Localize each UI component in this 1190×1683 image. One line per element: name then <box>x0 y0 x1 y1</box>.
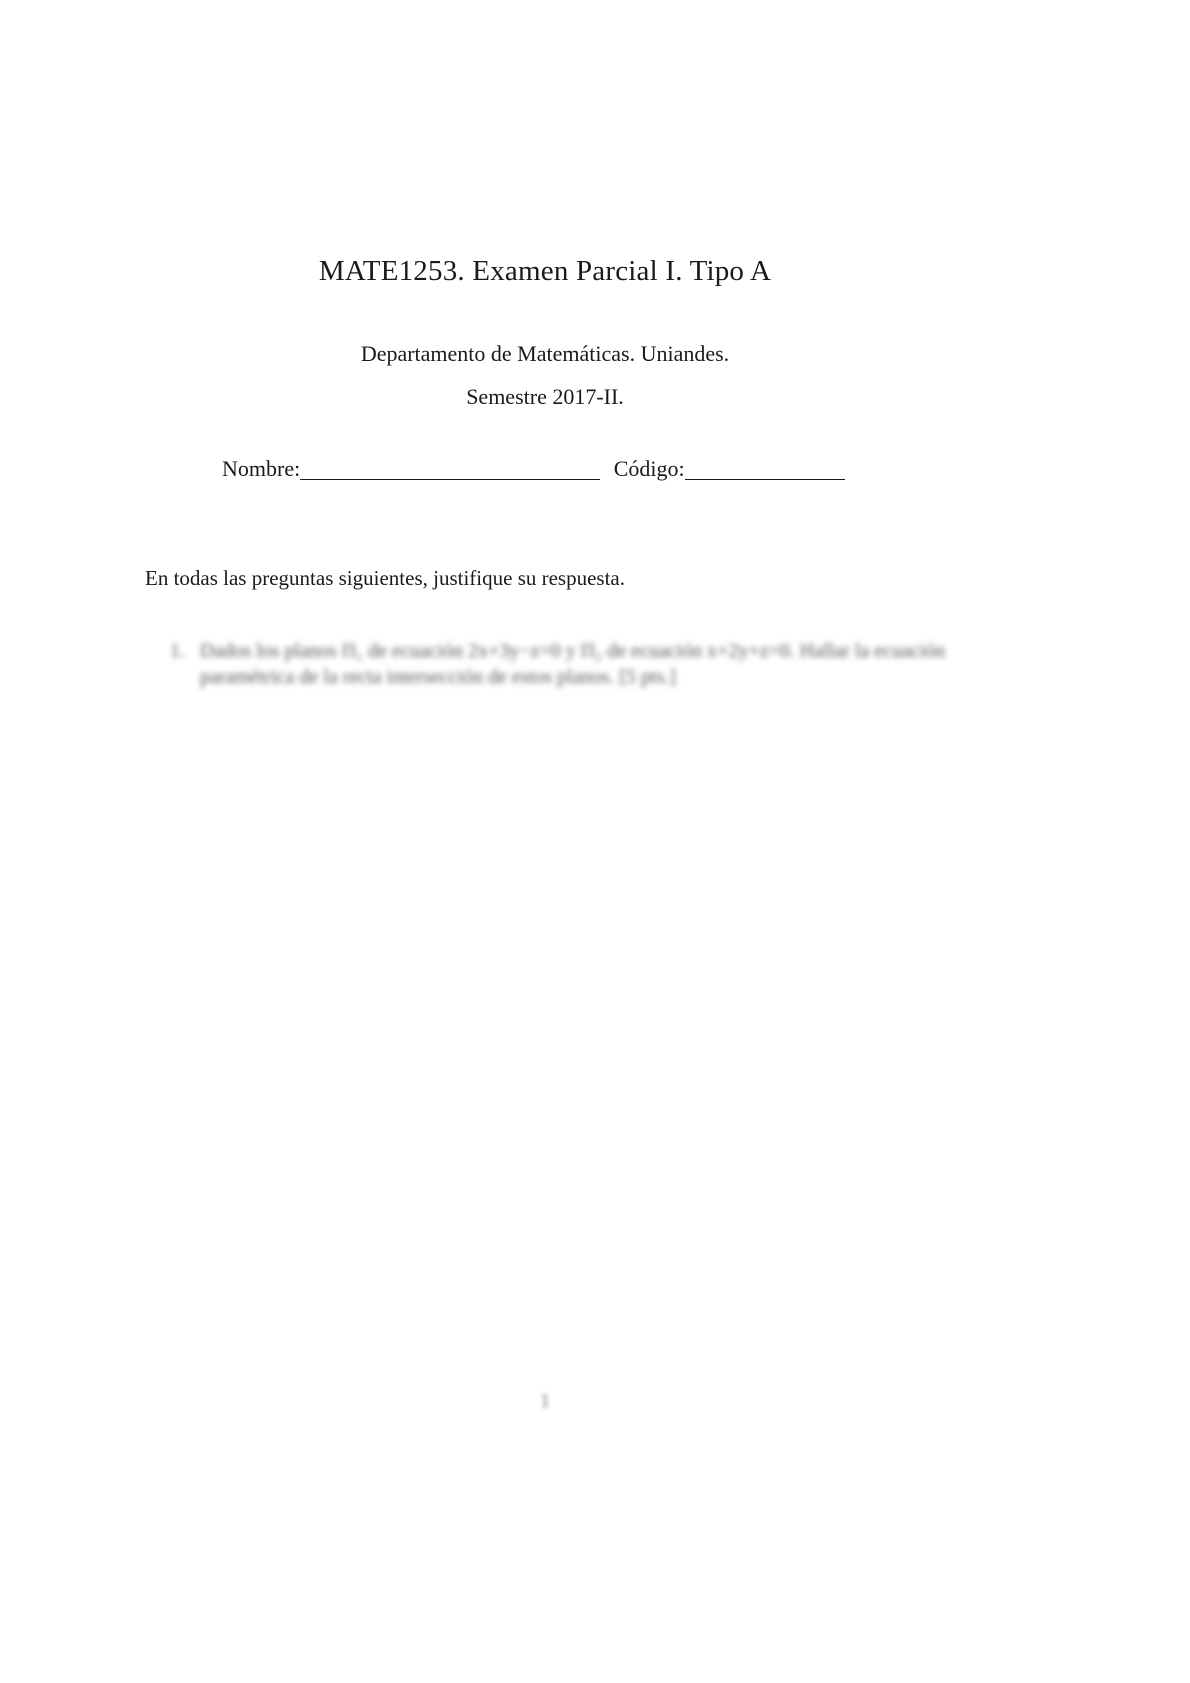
exam-title: MATE1253. Examen Parcial I. Tipo A <box>318 255 772 287</box>
name-blank-line <box>300 455 600 480</box>
name-label: Nombre: <box>222 456 301 481</box>
page-number: 1 <box>540 1390 550 1412</box>
question-text: Dados los planos Π₁ de ecuación 2x+3y−z=0 y Π₂ de ecuación x+2y+z=0. Hallar la ecuación paramétrica de la recta intersección de estos planos. [5 pts.] <box>200 640 946 688</box>
semester-line: Semestre 2017-II. <box>466 384 624 409</box>
code-blank-line <box>685 455 845 480</box>
code-label: Código: <box>613 456 685 481</box>
instructions-text: En todas las preguntas siguientes, justifique su respuesta. <box>145 566 625 590</box>
student-fields <box>222 454 845 484</box>
question-item <box>170 638 960 690</box>
department-line: Departamento de Matemáticas. Uniandes. <box>360 341 730 366</box>
question-number: 1. <box>170 640 185 662</box>
